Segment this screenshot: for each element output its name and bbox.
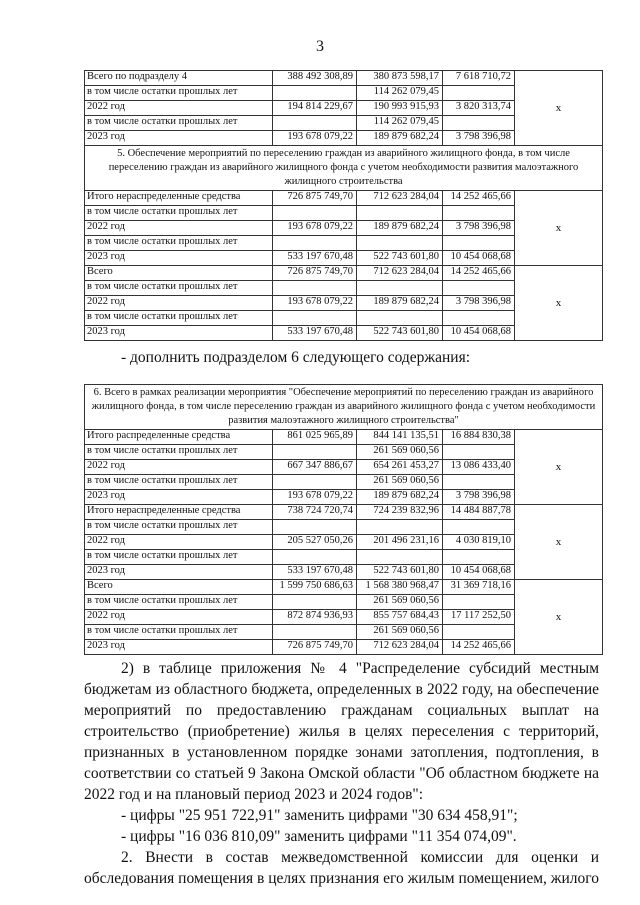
row-label: 2022 год: [85, 101, 273, 116]
x-mark: x: [515, 191, 603, 266]
section5-header: 5. Обеспечение мероприятий по переселению граждан из аварийного жилищного фонда, в том числе переселению граждан из аварийного жилищного фонда с учетом необходимости развития малоэтажного жилищного строительства: [85, 146, 603, 191]
amount-regional: [357, 281, 443, 296]
amount-regional: 189 879 682,24: [357, 221, 443, 236]
amount-total: [273, 86, 357, 101]
amount-federal: 14 252 465,66: [443, 640, 515, 655]
amount-regional: [357, 550, 443, 565]
amount-regional: 114 262 079,45: [357, 86, 443, 101]
amount-federal: 3 798 396,98: [443, 490, 515, 505]
section6-header: 6. Всего в рамках реализации мероприятия "Обеспечение мероприятий по переселению граждан из аварийного жилищного фонда, в том числе переселению граждан из аварийного жилищного фонда с учетом необходимости развития малоэтажного жилищного строительства": [85, 385, 603, 430]
para2-line: мероприятий по предоставлению гражданам социальных выплат на: [84, 702, 599, 719]
x-mark: x: [515, 430, 603, 505]
amount-federal: 31 369 718,16: [443, 580, 515, 595]
para2-line: строительство (приобретение) жилья в целях переселения с территорий,: [84, 723, 599, 740]
amount-total: 872 874 936,93: [273, 610, 357, 625]
amount-regional: 189 879 682,24: [357, 131, 443, 146]
table-row: [85, 430, 603, 445]
amount-total: 193 678 079,22: [273, 490, 357, 505]
table-row: [85, 266, 603, 281]
row-label: Всего: [85, 580, 273, 595]
amount-regional: 261 569 060,56: [357, 595, 443, 610]
amount-federal: 3 798 396,98: [443, 131, 515, 146]
amount-federal: [443, 86, 515, 101]
amount-regional: 189 879 682,24: [357, 296, 443, 311]
amount-federal: [443, 236, 515, 251]
amount-federal: 16 884 830,38: [443, 430, 515, 445]
amount-total: 667 347 886,67: [273, 460, 357, 475]
amount-federal: [443, 625, 515, 640]
amount-regional: 189 879 682,24: [357, 490, 443, 505]
page-number: 3: [316, 38, 324, 55]
row-label: Всего: [85, 266, 273, 281]
para2-line: 2022 год и на плановый период 2023 и 2024 годов":: [84, 786, 424, 803]
para2-line: бюджетам из областного бюджета, определенных в 2022 году, на обеспечение: [84, 681, 599, 698]
amount-total: 533 197 670,48: [273, 251, 357, 266]
amount-federal: [443, 445, 515, 460]
amount-regional: [357, 520, 443, 535]
amount-federal: [443, 281, 515, 296]
amount-total: [273, 206, 357, 221]
row-label: в том числе остатки прошлых лет: [85, 520, 273, 535]
x-mark: x: [515, 266, 603, 341]
amount-regional: 712 623 284,04: [357, 191, 443, 206]
para2-line: 2) в таблице приложения № 4 "Распределение субсидий местным: [121, 660, 599, 677]
amount-total: 533 197 670,48: [273, 326, 357, 341]
amount-federal: 17 117 252,50: [443, 610, 515, 625]
row-label: в том числе остатки прошлых лет: [85, 116, 273, 131]
row-label: 2023 год: [85, 131, 273, 146]
amount-total: 726 875 749,70: [273, 191, 357, 206]
amount-regional: 190 993 915,93: [357, 101, 443, 116]
amount-federal: [443, 311, 515, 326]
section5-total-group: [85, 266, 603, 341]
x-mark: x: [515, 71, 603, 146]
x-mark: x: [515, 505, 603, 580]
row-label: в том числе остатки прошлых лет: [85, 206, 273, 221]
amount-federal: 13 086 433,40: [443, 460, 515, 475]
amount-total: 726 875 749,70: [273, 266, 357, 281]
row-label: Итого распределенные средства: [85, 430, 273, 445]
amount-regional: 712 623 284,04: [357, 640, 443, 655]
row-label: в том числе остатки прошлых лет: [85, 236, 273, 251]
amount-federal: 4 030 819,10: [443, 535, 515, 550]
amount-regional: 261 569 060,56: [357, 475, 443, 490]
section5-unallocated-group: [85, 191, 603, 266]
amount-federal: 14 484 887,78: [443, 505, 515, 520]
row-label: в том числе остатки прошлых лет: [85, 550, 273, 565]
amount-total: 205 527 050,26: [273, 535, 357, 550]
amount-federal: [443, 550, 515, 565]
table-row: [85, 191, 603, 206]
amount-regional: 261 569 060,56: [357, 625, 443, 640]
amount-regional: 724 239 832,96: [357, 505, 443, 520]
amount-federal: 3 798 396,98: [443, 221, 515, 236]
amount-total: [273, 520, 357, 535]
amount-total: [273, 445, 357, 460]
section6-total-group: [85, 580, 603, 655]
amount-federal: 3 820 313,74: [443, 101, 515, 116]
amount-federal: 10 454 068,68: [443, 251, 515, 266]
bullet-1: - цифры "25 951 722,91" заменить цифрами "30 634 458,91";: [121, 807, 518, 824]
amount-federal: [443, 475, 515, 490]
amount-total: [273, 595, 357, 610]
amount-federal: 10 454 068,68: [443, 326, 515, 341]
amount-total: 1 599 750 686,63: [273, 580, 357, 595]
row-label: 2022 год: [85, 535, 273, 550]
amount-regional: 380 873 598,17: [357, 71, 443, 86]
amount-total: 388 492 308,89: [273, 71, 357, 86]
amount-federal: [443, 520, 515, 535]
amount-federal: 10 454 068,68: [443, 565, 515, 580]
amount-total: [273, 281, 357, 296]
amount-regional: [357, 206, 443, 221]
item2-line: 2. Внести в состав межведомственной комиссии для оценки и: [121, 849, 599, 866]
amount-federal: 14 252 465,66: [443, 191, 515, 206]
bullet-2: - цифры "16 036 810,09" заменить цифрами "11 354 074,09".: [121, 828, 517, 845]
amount-regional: 712 623 284,04: [357, 266, 443, 281]
row-label: 2023 год: [85, 565, 273, 580]
section6-table: [84, 384, 603, 655]
amount-total: 194 814 229,67: [273, 101, 357, 116]
amount-federal: [443, 595, 515, 610]
amount-federal: [443, 116, 515, 131]
amount-total: 193 678 079,22: [273, 296, 357, 311]
amount-total: 738 724 720,74: [273, 505, 357, 520]
row-label: Всего по подразделу 4: [85, 71, 273, 86]
row-label: в том числе остатки прошлых лет: [85, 475, 273, 490]
amount-total: [273, 116, 357, 131]
amount-regional: 522 743 601,80: [357, 326, 443, 341]
amount-regional: 1 568 380 968,47: [357, 580, 443, 595]
intro-line: - дополнить подразделом 6 следующего содержания:: [121, 349, 471, 366]
amount-total: 726 875 749,70: [273, 640, 357, 655]
row-label: в том числе остатки прошлых лет: [85, 445, 273, 460]
para2-line: признанных в установленном порядке зонами затопления, подтопления, в: [84, 744, 599, 761]
amount-regional: 522 743 601,80: [357, 565, 443, 580]
x-mark: x: [515, 580, 603, 655]
amount-total: 861 025 965,89: [273, 430, 357, 445]
row-label: 2022 год: [85, 221, 273, 236]
para2-line: соответствии со статьей 9 Закона Омской области "Об областном бюджете на: [84, 765, 599, 782]
amount-total: [273, 550, 357, 565]
amount-federal: 14 252 465,66: [443, 266, 515, 281]
table-row: [85, 71, 603, 86]
row-label: 2023 год: [85, 640, 273, 655]
row-label: 2023 год: [85, 490, 273, 505]
amount-total: [273, 311, 357, 326]
amount-regional: 855 757 684,43: [357, 610, 443, 625]
table-row: [85, 580, 603, 595]
amount-total: [273, 236, 357, 251]
amount-regional: 522 743 601,80: [357, 251, 443, 266]
row-label: в том числе остатки прошлых лет: [85, 595, 273, 610]
row-label: в том числе остатки прошлых лет: [85, 281, 273, 296]
row-label: Итого нераспределенные средства: [85, 505, 273, 520]
amount-regional: 654 261 453,27: [357, 460, 443, 475]
amount-total: [273, 475, 357, 490]
row-label: в том числе остатки прошлых лет: [85, 86, 273, 101]
amount-federal: 7 618 710,72: [443, 71, 515, 86]
row-label: в том числе остатки прошлых лет: [85, 311, 273, 326]
amount-federal: [443, 206, 515, 221]
amount-regional: 201 496 231,16: [357, 535, 443, 550]
amount-total: 533 197 670,48: [273, 565, 357, 580]
section6-allocated-group: [85, 430, 603, 505]
row-label: 2023 год: [85, 251, 273, 266]
row-label: 2023 год: [85, 326, 273, 341]
table-row: [85, 505, 603, 520]
row-label: 2022 год: [85, 296, 273, 311]
amount-regional: [357, 236, 443, 251]
amount-total: 193 678 079,22: [273, 221, 357, 236]
row-label: 2022 год: [85, 610, 273, 625]
amount-regional: 261 569 060,56: [357, 445, 443, 460]
amount-regional: [357, 311, 443, 326]
row-label: Итого нераспределенные средства: [85, 191, 273, 206]
amount-total: 193 678 079,22: [273, 131, 357, 146]
amount-regional: 114 262 079,45: [357, 116, 443, 131]
section4-total-group: [85, 71, 603, 146]
amount-total: [273, 625, 357, 640]
row-label: 2022 год: [85, 460, 273, 475]
amount-regional: 844 141 135,51: [357, 430, 443, 445]
row-label: в том числе остатки прошлых лет: [85, 625, 273, 640]
amount-federal: 3 798 396,98: [443, 296, 515, 311]
subsidy-table-continued: [84, 70, 603, 341]
section6-unallocated-group: [85, 505, 603, 580]
item2-line: обследования помещения в целях признания его жилым помещением, жилого: [84, 870, 599, 887]
